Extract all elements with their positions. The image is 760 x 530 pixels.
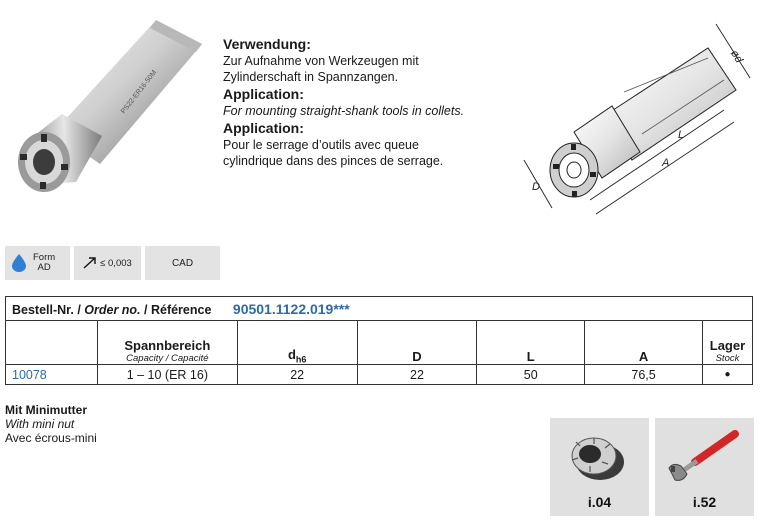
col-range xyxy=(97,321,237,365)
coolant-drop-icon xyxy=(12,254,26,272)
dim-d-label: ød xyxy=(727,47,745,66)
col-article xyxy=(6,321,98,365)
order-label-fr: Référence xyxy=(150,302,212,317)
order-label-de: Bestell-Nr. xyxy=(12,302,74,317)
form-label: Form xyxy=(33,252,56,263)
de-heading: Verwendung: xyxy=(223,36,311,52)
col-range-title: Spannbereich xyxy=(124,338,211,353)
technical-drawing xyxy=(512,14,756,224)
order-header-row xyxy=(6,297,753,321)
col-L: L xyxy=(477,321,585,365)
en-heading: Application: xyxy=(223,86,304,102)
feature-badges xyxy=(5,246,220,280)
runout-arrow-icon xyxy=(83,257,97,269)
order-code[interactable]: 90501.1122.019*** xyxy=(232,300,350,317)
form-badge xyxy=(5,246,70,280)
de-line-1: Zur Aufnahme von Werkzeugen mit xyxy=(223,54,419,68)
fr-line-1: Pour le serrage d’outils avec queue xyxy=(223,138,419,152)
col-dh6-sub: h6 xyxy=(295,354,307,364)
order-header: Bestell-Nr. / Order no. / Référence 90501.1122.019*** xyxy=(6,297,753,321)
spec-table xyxy=(5,296,753,385)
fr-heading: Application: xyxy=(223,120,304,136)
note-en: With mini nut xyxy=(5,417,75,431)
accessory-collet[interactable] xyxy=(550,418,649,516)
cell-range: 1 – 10 (ER 16) xyxy=(97,365,237,385)
description xyxy=(223,35,523,169)
col-A: A xyxy=(585,321,703,365)
col-dh6: $d_{h6}$ xyxy=(237,321,357,365)
accessory-caption: i.52 xyxy=(692,494,717,510)
product-photo xyxy=(6,14,206,204)
col-stock-sub: Stock xyxy=(715,353,740,364)
order-code-suffix: *** xyxy=(333,300,350,317)
form-value: AD xyxy=(37,262,51,273)
engraving-text: PS22-ER16-50M xyxy=(120,69,159,116)
note-fr: Avec écrous-mini xyxy=(5,431,97,445)
cad-button[interactable]: CAD xyxy=(145,246,220,280)
accessory-wrench[interactable] xyxy=(655,418,754,516)
cell-A: 76,5 xyxy=(585,365,703,385)
dim-A-label: A xyxy=(662,157,670,169)
order-label-en: Order no. xyxy=(84,302,141,317)
tolerance-badge xyxy=(74,246,141,280)
cell-dh6: 22 xyxy=(237,365,357,385)
dim-D-label: D xyxy=(532,181,540,193)
de-line-2: Zylinderschaft in Spannzangen. xyxy=(223,70,399,84)
col-D: D xyxy=(357,321,477,365)
table-row[interactable] xyxy=(6,365,753,385)
stock-dot: ● xyxy=(702,365,752,385)
cell-L: 50 xyxy=(477,365,585,385)
en-line-1: For mounting straight-shank tools in collets. xyxy=(223,104,465,118)
cell-D: 22 xyxy=(357,365,477,385)
col-stock xyxy=(702,321,752,365)
accessory-caption: i.04 xyxy=(587,494,612,510)
tolerance-value: ≤ 0,003 xyxy=(100,257,132,269)
note xyxy=(5,403,97,445)
article-number[interactable]: 10078 xyxy=(6,365,98,385)
fr-line-2: cylindrique dans des pinces de serrage. xyxy=(223,154,444,168)
note-de: Mit Minimutter xyxy=(5,403,87,417)
col-stock-title: Lager xyxy=(709,338,746,353)
col-range-sub: Capacity / Capacité xyxy=(126,353,209,364)
dim-L-label: L xyxy=(678,129,685,141)
column-header-row xyxy=(6,321,753,365)
